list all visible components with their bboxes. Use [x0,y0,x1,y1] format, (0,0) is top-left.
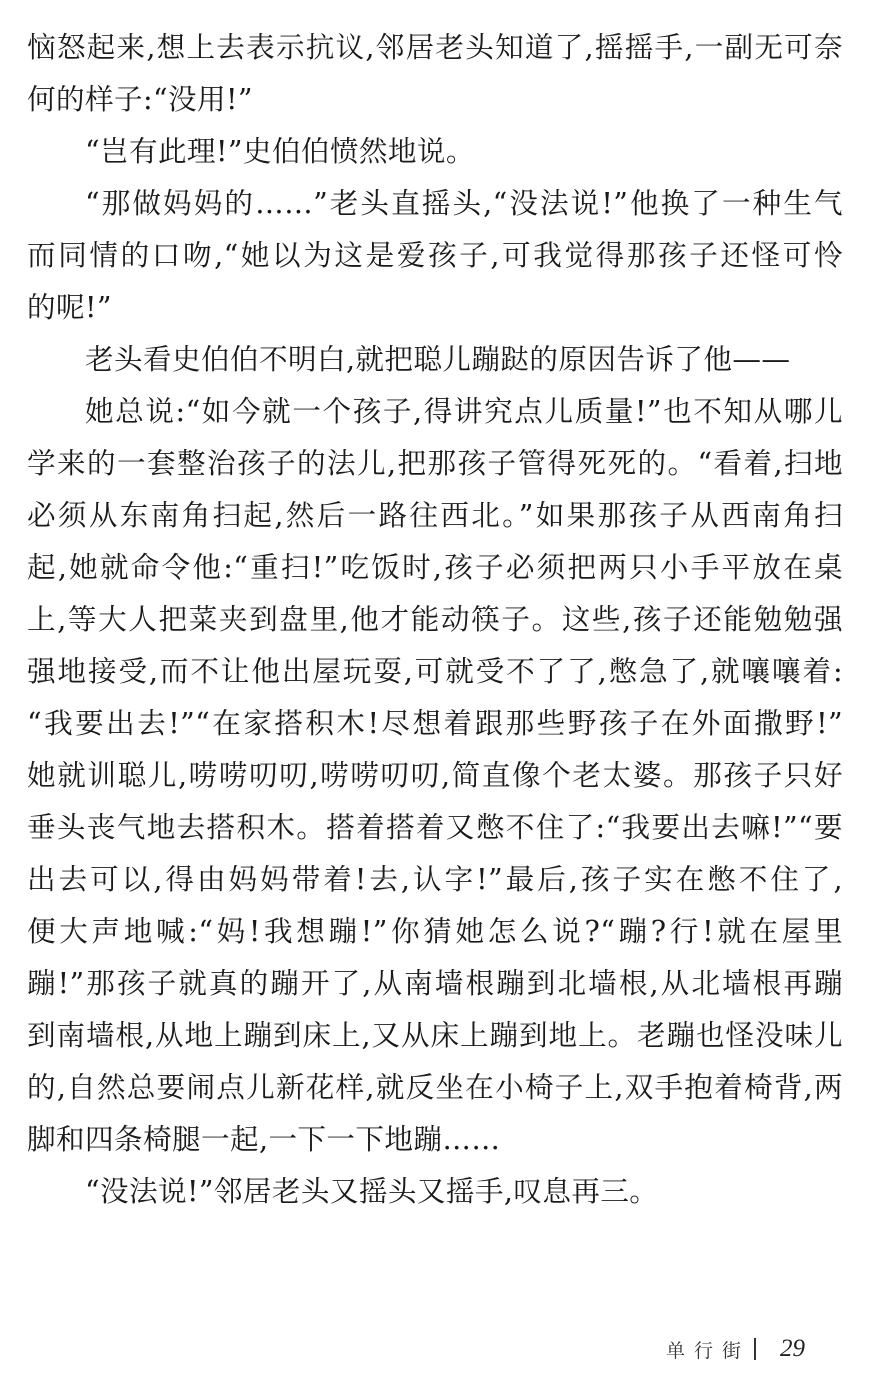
text-line: 她就训聪儿,唠唠叨叨,唠唠叨叨,简直像个老太婆。那孩子只好 [27,758,843,792]
page-footer [666,1331,805,1367]
text-line: 强地接受,而不让他出屋玩耍,可就受不了了,憋急了,就嚷嚷着: [27,654,843,688]
text-line: 到南墙根,从地上蹦到床上,又从床上蹦到地上。老蹦也怪没味儿 [27,1018,843,1052]
text-line: 老头看史伯伯不明白,就把聪儿蹦跶的原因告诉了他—— [85,342,791,376]
text-line: 的,自然总要闹点儿新花样,就反坐在小椅子上,双手抱着椅背,两 [27,1070,843,1104]
text-line: “那做妈妈的……”老头直摇头,“没法说!”他换了一种生气 [85,186,843,220]
text-line: “岂有此理!”史伯伯愤然地说。 [85,134,475,168]
page-number: 29 [780,1335,806,1362]
text-line: 必须从东南角扫起,然后一路往西北。”如果那孩子从西南角扫 [27,498,843,532]
text-line: 恼怒起来,想上去表示抗议,邻居老头知道了,摇摇手,一副无可奈 [27,30,843,64]
text-line: 上,等大人把菜夹到盘里,他才能动筷子。这些,孩子还能勉勉强 [27,602,843,636]
text-line: 何的样子:“没用!” [27,82,253,116]
text-line: “没法说!”邻居老头又摇头又摇手,叹息再三。 [85,1174,659,1208]
text-line: 蹦!”那孩子就真的蹦开了,从南墙根蹦到北墙根,从北墙根再蹦 [27,966,843,1000]
text-line: 学来的一套整治孩子的法儿,把那孩子管得死死的。“看着,扫地 [27,446,843,480]
footer-divider [754,1338,756,1360]
text-line: 垂头丧气地去搭积木。搭着搭着又憋不住了:“我要出去嘛!”“要 [27,810,843,844]
running-title: 单行街 [666,1339,751,1362]
text-line: 出去可以,得由妈妈带着!去,认字!”最后,孩子实在憋不住了, [27,862,843,896]
text-line: 她总说:“如今就一个孩子,得讲究点儿质量!”也不知从哪儿 [85,394,843,428]
text-line: 而同情的口吻,“她以为这是爱孩子,可我觉得那孩子还怪可怜 [27,238,843,272]
text-line: 便大声地喊:“妈!我想蹦!”你猜她怎么说?“蹦?行!就在屋里 [27,914,843,948]
text-line: “我要出去!”“在家搭积木!尽想着跟那些野孩子在外面撒野!” [27,706,843,740]
text-line: 的呢!” [27,290,112,324]
text-line: 起,她就命令他:“重扫!”吃饭时,孩子必须把两只小手平放在桌 [27,550,843,584]
text-line: 脚和四条椅腿一起,一下一下地蹦…… [27,1122,501,1156]
